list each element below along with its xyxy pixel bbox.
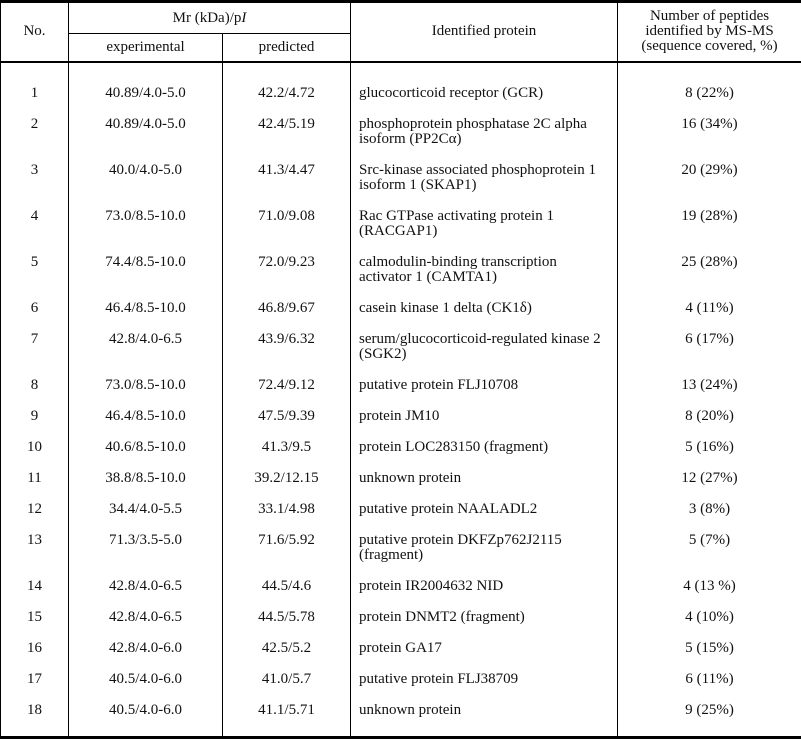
- row-protein: unknown protein: [351, 463, 618, 494]
- table-row: [1, 695, 801, 738]
- table-row: [1, 370, 801, 401]
- row-peptides: 4 (10%): [685, 608, 734, 625]
- table-row: [1, 463, 801, 494]
- table-row: [1, 494, 801, 525]
- row-experimental: 46.4/8.5-10.0: [69, 293, 223, 324]
- row-experimental: 40.5/4.0-6.0: [69, 664, 223, 695]
- row-peptides: 19 (28%): [681, 207, 738, 224]
- row-no: 2: [1, 109, 69, 155]
- row-peptides: 25 (28%): [681, 253, 738, 270]
- row-protein: calmodulin-binding transcription activator 1 (CAMTA1): [351, 247, 618, 293]
- row-experimental: 40.0/4.0-5.0: [69, 155, 223, 201]
- column-header-predicted: predicted: [223, 34, 351, 62]
- row-predicted: 41.0/5.7: [223, 664, 351, 695]
- row-predicted: 44.5/5.78: [223, 602, 351, 633]
- column-header-no: No.: [1, 2, 69, 62]
- row-predicted: 46.8/9.67: [223, 293, 351, 324]
- row-no: 4: [1, 201, 69, 247]
- row-experimental: 40.6/8.5-10.0: [69, 432, 223, 463]
- row-no: 17: [1, 664, 69, 695]
- table-row: [1, 432, 801, 463]
- row-predicted: 43.9/6.32: [223, 324, 351, 370]
- row-peptides: 5 (15%): [685, 639, 734, 656]
- row-no: 16: [1, 633, 69, 664]
- row-no: 3: [1, 155, 69, 201]
- row-no: 1: [1, 62, 69, 109]
- row-peptides: 8 (22%): [685, 84, 734, 101]
- row-predicted: 39.2/12.15: [223, 463, 351, 494]
- table-row: [1, 293, 801, 324]
- row-protein: putative protein DKFZp762J2115 (fragment): [351, 525, 618, 571]
- mr-label-prefix: Mr (kDa)/p: [172, 9, 242, 26]
- row-predicted: 44.5/4.6: [223, 571, 351, 602]
- row-experimental: 42.8/4.0-6.5: [69, 602, 223, 633]
- row-peptides: 4 (11%): [685, 299, 734, 316]
- row-peptides: 4 (13 %): [683, 577, 736, 594]
- row-protein: Rac GTPase activating protein 1 (RACGAP1): [351, 201, 618, 247]
- row-experimental: 38.8/8.5-10.0: [69, 463, 223, 494]
- row-protein: Src-kinase associated phosphoprotein 1 isoform 1 (SKAP1): [351, 155, 618, 201]
- table-row: [1, 155, 801, 201]
- row-no: 8: [1, 370, 69, 401]
- row-protein: protein GA17: [351, 633, 618, 664]
- row-peptides: 20 (29%): [681, 161, 738, 178]
- row-experimental: 71.3/3.5-5.0: [69, 525, 223, 571]
- row-peptides: 6 (17%): [685, 330, 734, 347]
- row-no: 7: [1, 324, 69, 370]
- row-no: 15: [1, 602, 69, 633]
- row-predicted: 33.1/4.98: [223, 494, 351, 525]
- row-peptides: 6 (11%): [685, 670, 734, 687]
- row-no: 18: [1, 695, 69, 738]
- row-predicted: 71.6/5.92: [223, 525, 351, 571]
- row-no: 5: [1, 247, 69, 293]
- row-predicted: 72.0/9.23: [223, 247, 351, 293]
- row-predicted: 41.3/9.5: [223, 432, 351, 463]
- row-protein: glucocorticoid receptor (GCR): [351, 62, 618, 109]
- row-peptides: 12 (27%): [681, 469, 738, 486]
- row-protein: putative protein FLJ10708: [351, 370, 618, 401]
- table-row: [1, 401, 801, 432]
- table-row: [1, 602, 801, 633]
- column-header-peptides: Number of peptides identified by MS-MS (sequence covered, %): [618, 2, 801, 62]
- row-experimental: 46.4/8.5-10.0: [69, 401, 223, 432]
- row-protein: casein kinase 1 delta (CK1δ): [351, 293, 618, 324]
- row-protein: serum/glucocorticoid-regulated kinase 2 (SGK2): [351, 324, 618, 370]
- row-predicted: 47.5/9.39: [223, 401, 351, 432]
- table-header: [1, 2, 801, 62]
- row-peptides: 8 (20%): [685, 407, 734, 424]
- row-experimental: 40.89/4.0-5.0: [69, 62, 223, 109]
- table-row: [1, 201, 801, 247]
- table-row: [1, 109, 801, 155]
- row-peptides: 3 (8%): [688, 500, 731, 517]
- row-peptides: 16 (34%): [681, 115, 738, 132]
- row-protein: protein DNMT2 (fragment): [351, 602, 618, 633]
- row-protein: protein IR2004632 NID: [351, 571, 618, 602]
- table-row: [1, 247, 801, 293]
- column-header-experimental: experimental: [69, 34, 223, 62]
- row-predicted: 42.2/4.72: [223, 62, 351, 109]
- table-row: [1, 571, 801, 602]
- row-protein: unknown protein: [351, 695, 618, 738]
- table-row: [1, 525, 801, 571]
- row-peptides: 9 (25%): [685, 701, 734, 718]
- column-header-protein: Identified protein: [351, 2, 618, 62]
- row-protein: protein LOC283150 (fragment): [351, 432, 618, 463]
- row-protein: putative protein FLJ38709: [351, 664, 618, 695]
- row-predicted: 72.4/9.12: [223, 370, 351, 401]
- row-experimental: 34.4/4.0-5.5: [69, 494, 223, 525]
- column-header-mr: [69, 2, 351, 34]
- row-predicted: 71.0/9.08: [223, 201, 351, 247]
- table-body: [1, 62, 801, 738]
- row-no: 14: [1, 571, 69, 602]
- table-row: [1, 664, 801, 695]
- row-experimental: 74.4/8.5-10.0: [69, 247, 223, 293]
- row-predicted: 42.4/5.19: [223, 109, 351, 155]
- row-predicted: 41.1/5.71: [223, 695, 351, 738]
- row-no: 13: [1, 525, 69, 571]
- row-experimental: 73.0/8.5-10.0: [69, 201, 223, 247]
- table-row: [1, 324, 801, 370]
- row-no: 6: [1, 293, 69, 324]
- row-predicted: 42.5/5.2: [223, 633, 351, 664]
- row-experimental: 42.8/4.0-6.5: [69, 571, 223, 602]
- table-row: [1, 633, 801, 664]
- row-protein: protein JM10: [351, 401, 618, 432]
- mr-label-pi-italic: I: [241, 9, 247, 26]
- row-experimental: 40.89/4.0-5.0: [69, 109, 223, 155]
- row-experimental: 42.8/4.0-6.0: [69, 633, 223, 664]
- row-experimental: 42.8/4.0-6.5: [69, 324, 223, 370]
- row-peptides: 5 (7%): [688, 531, 731, 548]
- row-protein: putative protein NAALADL2: [351, 494, 618, 525]
- row-predicted: 41.3/4.47: [223, 155, 351, 201]
- table-row: [1, 62, 801, 109]
- row-no: 9: [1, 401, 69, 432]
- row-no: 10: [1, 432, 69, 463]
- row-no: 11: [1, 463, 69, 494]
- row-protein: phosphoprotein phosphatase 2C alpha isoform (PP2Cα): [351, 109, 618, 155]
- row-experimental: 73.0/8.5-10.0: [69, 370, 223, 401]
- row-peptides: 13 (24%): [681, 376, 738, 393]
- row-no: 12: [1, 494, 69, 525]
- row-experimental: 40.5/4.0-6.0: [69, 695, 223, 738]
- row-peptides: 5 (16%): [685, 438, 734, 455]
